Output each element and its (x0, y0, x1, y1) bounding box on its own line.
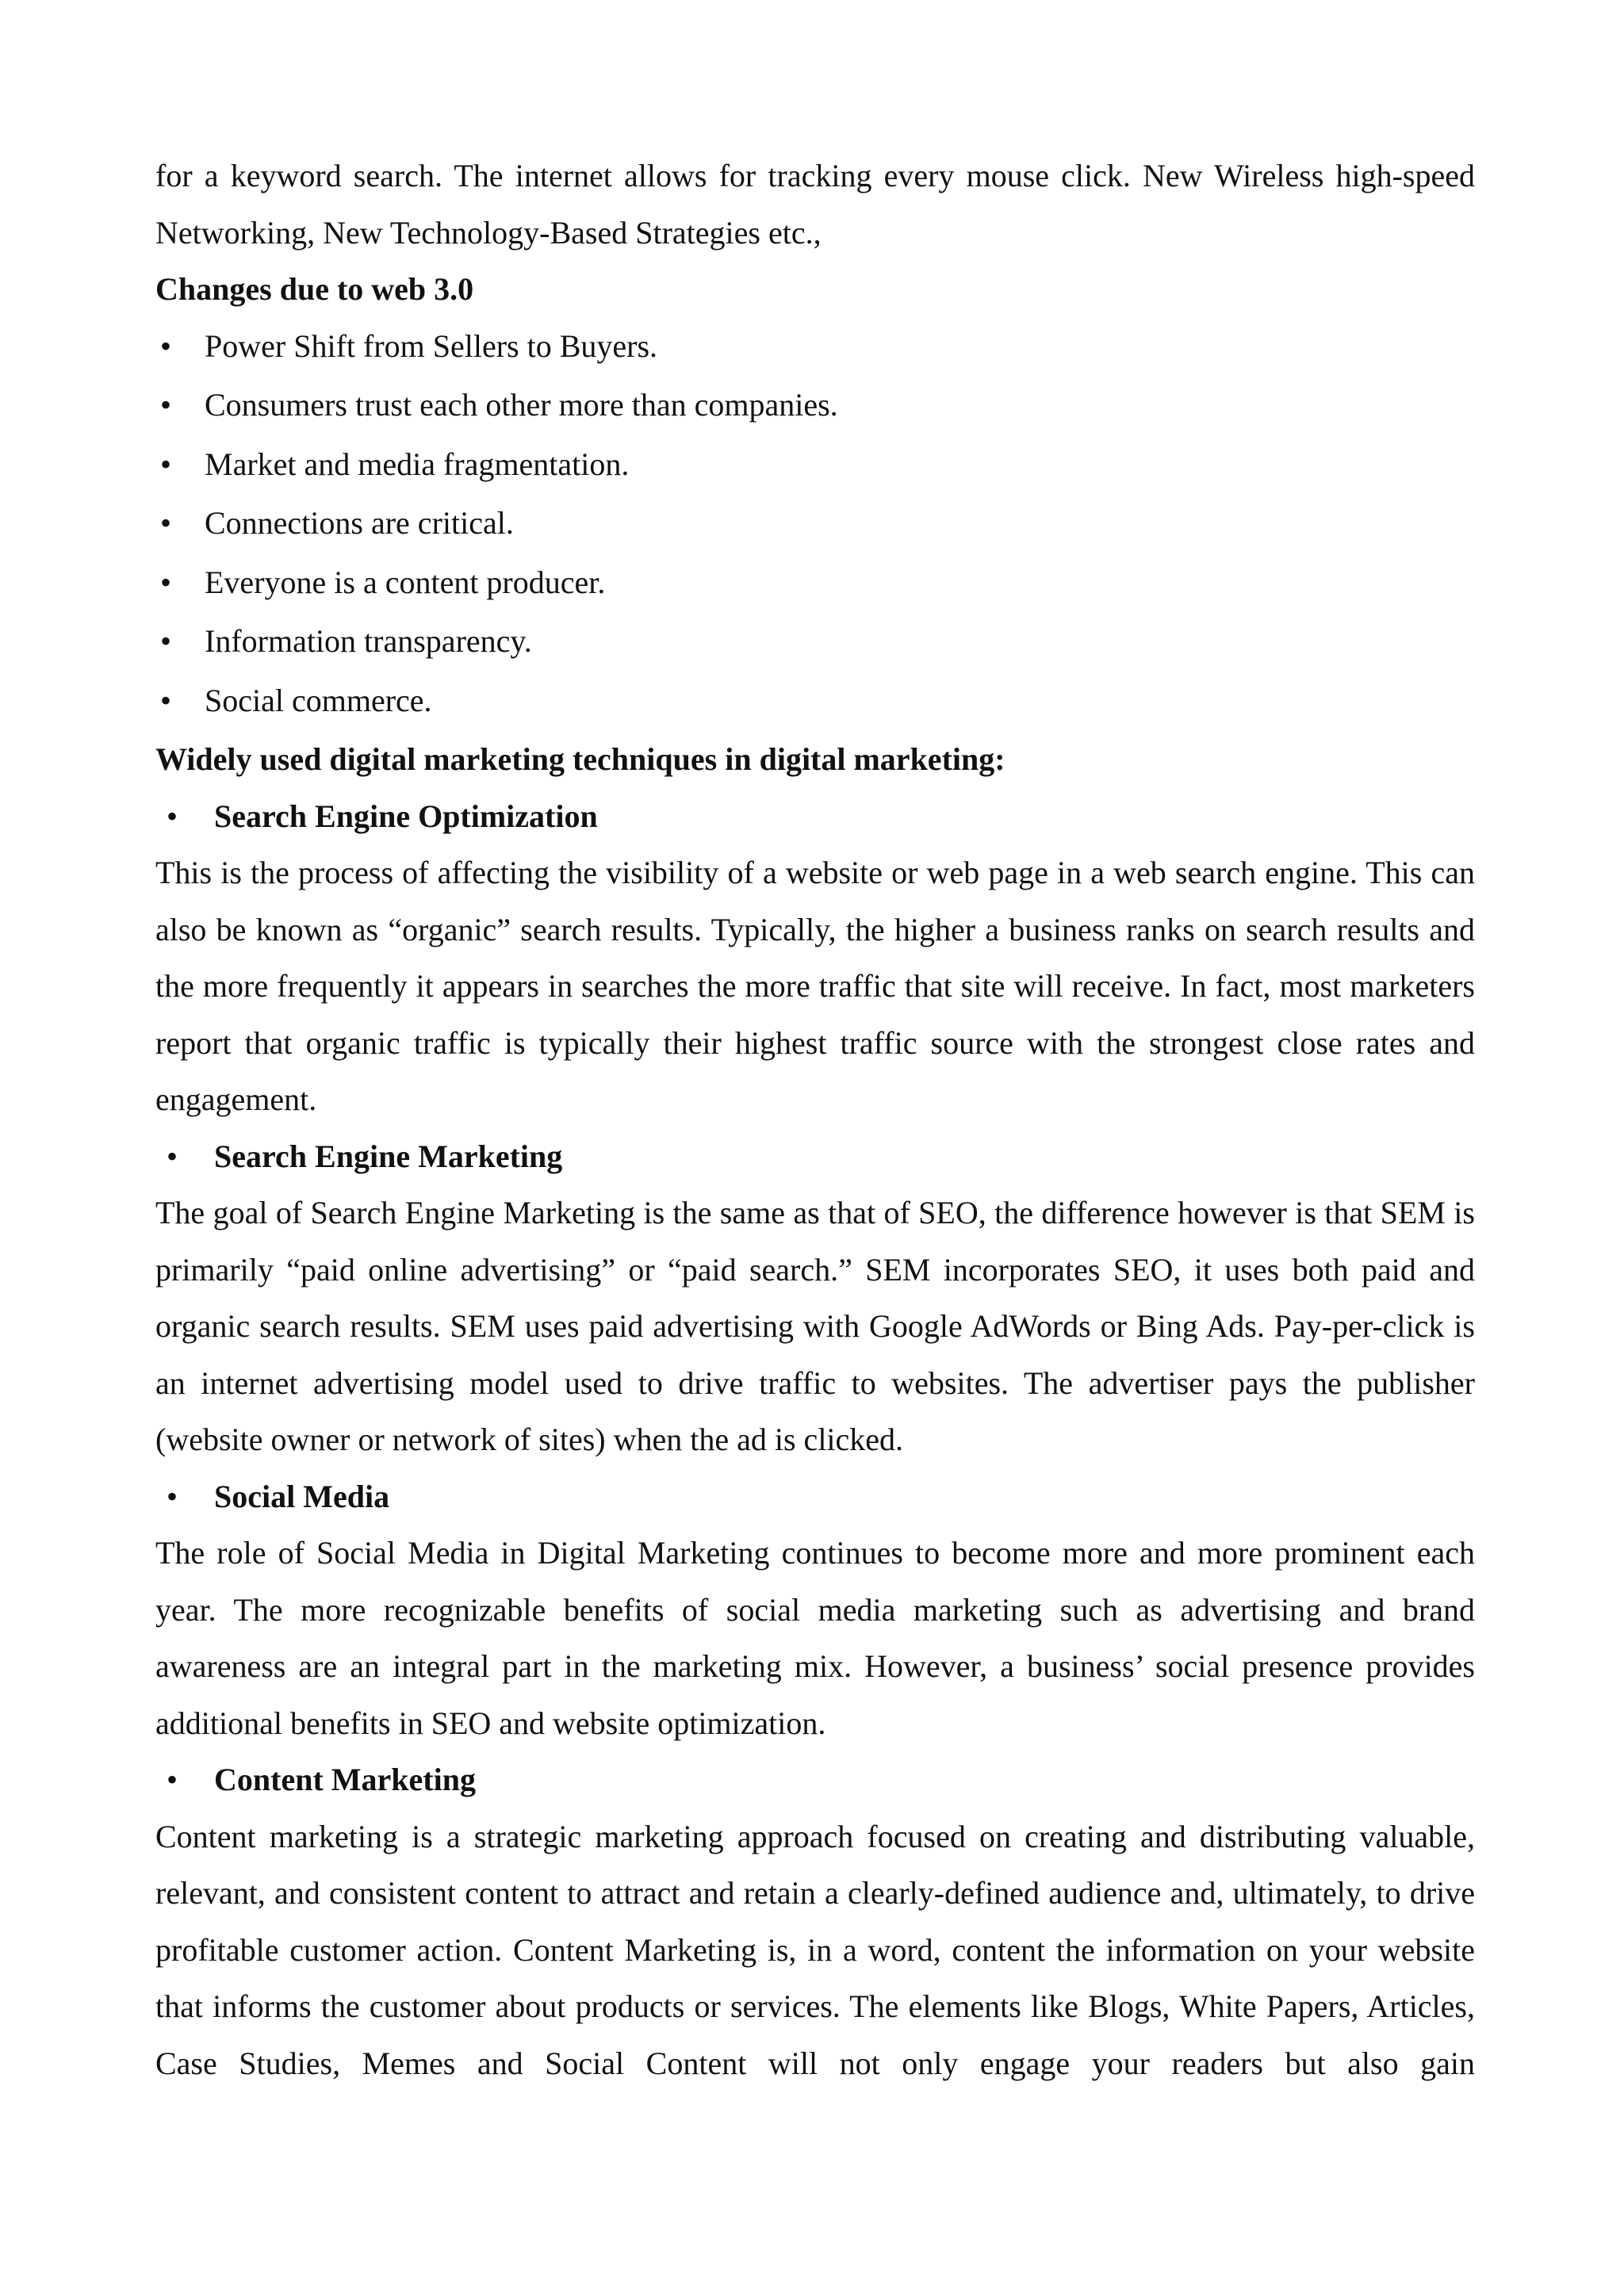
section-body-social-media: The role of Social Media in Digital Marketing continues to become more and more prominent each year. The more recognizable benefits of social media marketing such as advertising and brand awareness are an integral part in the marketing mix. However, a business’ social presence provides additional benefits in SEO and website optimization. (155, 1535, 1475, 1741)
bullet-icon: • (160, 682, 172, 718)
section-body-content-marketing: Content marketing is a strategic marketing approach focused on creating and distributing valuable, relevant, and consistent content to attract and retain a clearly-defined audience and, ultimately, to drive profitable customer action. Content Marketing is, in a word, content the information on your website that informs the customer about products or services. The elements like Blogs, White Papers, Articles, Case Studies, Memes and Social Content will not only engage your readers but also gain (155, 1818, 1475, 2081)
list-item: • Power Shift from Sellers to Buyers. (155, 318, 1475, 377)
bullet-icon: • (167, 798, 178, 834)
bullet-icon: • (167, 1138, 178, 1174)
list-item: • Information transparency. (155, 613, 1475, 672)
section-heading-seo: • Search Engine Optimization (155, 788, 1475, 845)
bullet-icon: • (160, 327, 172, 364)
bullet-icon: • (167, 1762, 178, 1797)
bullet-icon: • (160, 623, 172, 659)
techniques-heading: Widely used digital marketing techniques in digital marketing: (155, 741, 1005, 777)
bullet-icon: • (167, 1478, 178, 1514)
section-body-seo: This is the process of affecting the visibility of a website or web page in a web search engine. This can also be known as “organic” search results. Typically, the higher a business ranks on search results and the more frequently it appears in searches the more traffic that site will receive. In fact, most marketers report that organic traffic is typically their highest traffic source with the strongest close rates and engagement. (155, 855, 1475, 1117)
bullet-icon: • (160, 564, 172, 600)
list-item: • Connections are critical. (155, 495, 1475, 554)
section-heading-social-media: • Social Media (155, 1468, 1475, 1525)
changes-list (155, 318, 1475, 732)
section-body-sem: The goal of Search Engine Marketing is the same as that of SEO, the difference however is that SEM is primarily “paid online advertising” or “paid search.” SEM incorporates SEO, it uses both paid and organic search results. SEM uses paid advertising with Google AdWords or Bing Ads. Pay-per-click is an internet advertising model used to drive traffic to websites. The advertiser pays the publisher (website owner or network of sites) when the ad is clicked. (155, 1195, 1475, 1457)
changes-heading: Changes due to web 3.0 (155, 271, 474, 307)
list-item: • Everyone is a content producer. (155, 554, 1475, 614)
section-heading-content-marketing: • Content Marketing (155, 1751, 1475, 1808)
bullet-icon: • (160, 387, 172, 423)
intro-paragraph: for a keyword search. The internet allows for tracking every mouse click. New Wireless high-speed Networking, New Technology-Based Strategies etc., (155, 158, 1475, 251)
section-heading-sem: • Search Engine Marketing (155, 1128, 1475, 1185)
bullet-icon: • (160, 505, 172, 541)
list-item: • Market and media fragmentation. (155, 436, 1475, 496)
list-item: • Consumers trust each other more than companies. (155, 377, 1475, 436)
document-page (155, 147, 1475, 2091)
list-item: • Social commerce. (155, 672, 1475, 732)
bullet-icon: • (160, 446, 172, 482)
